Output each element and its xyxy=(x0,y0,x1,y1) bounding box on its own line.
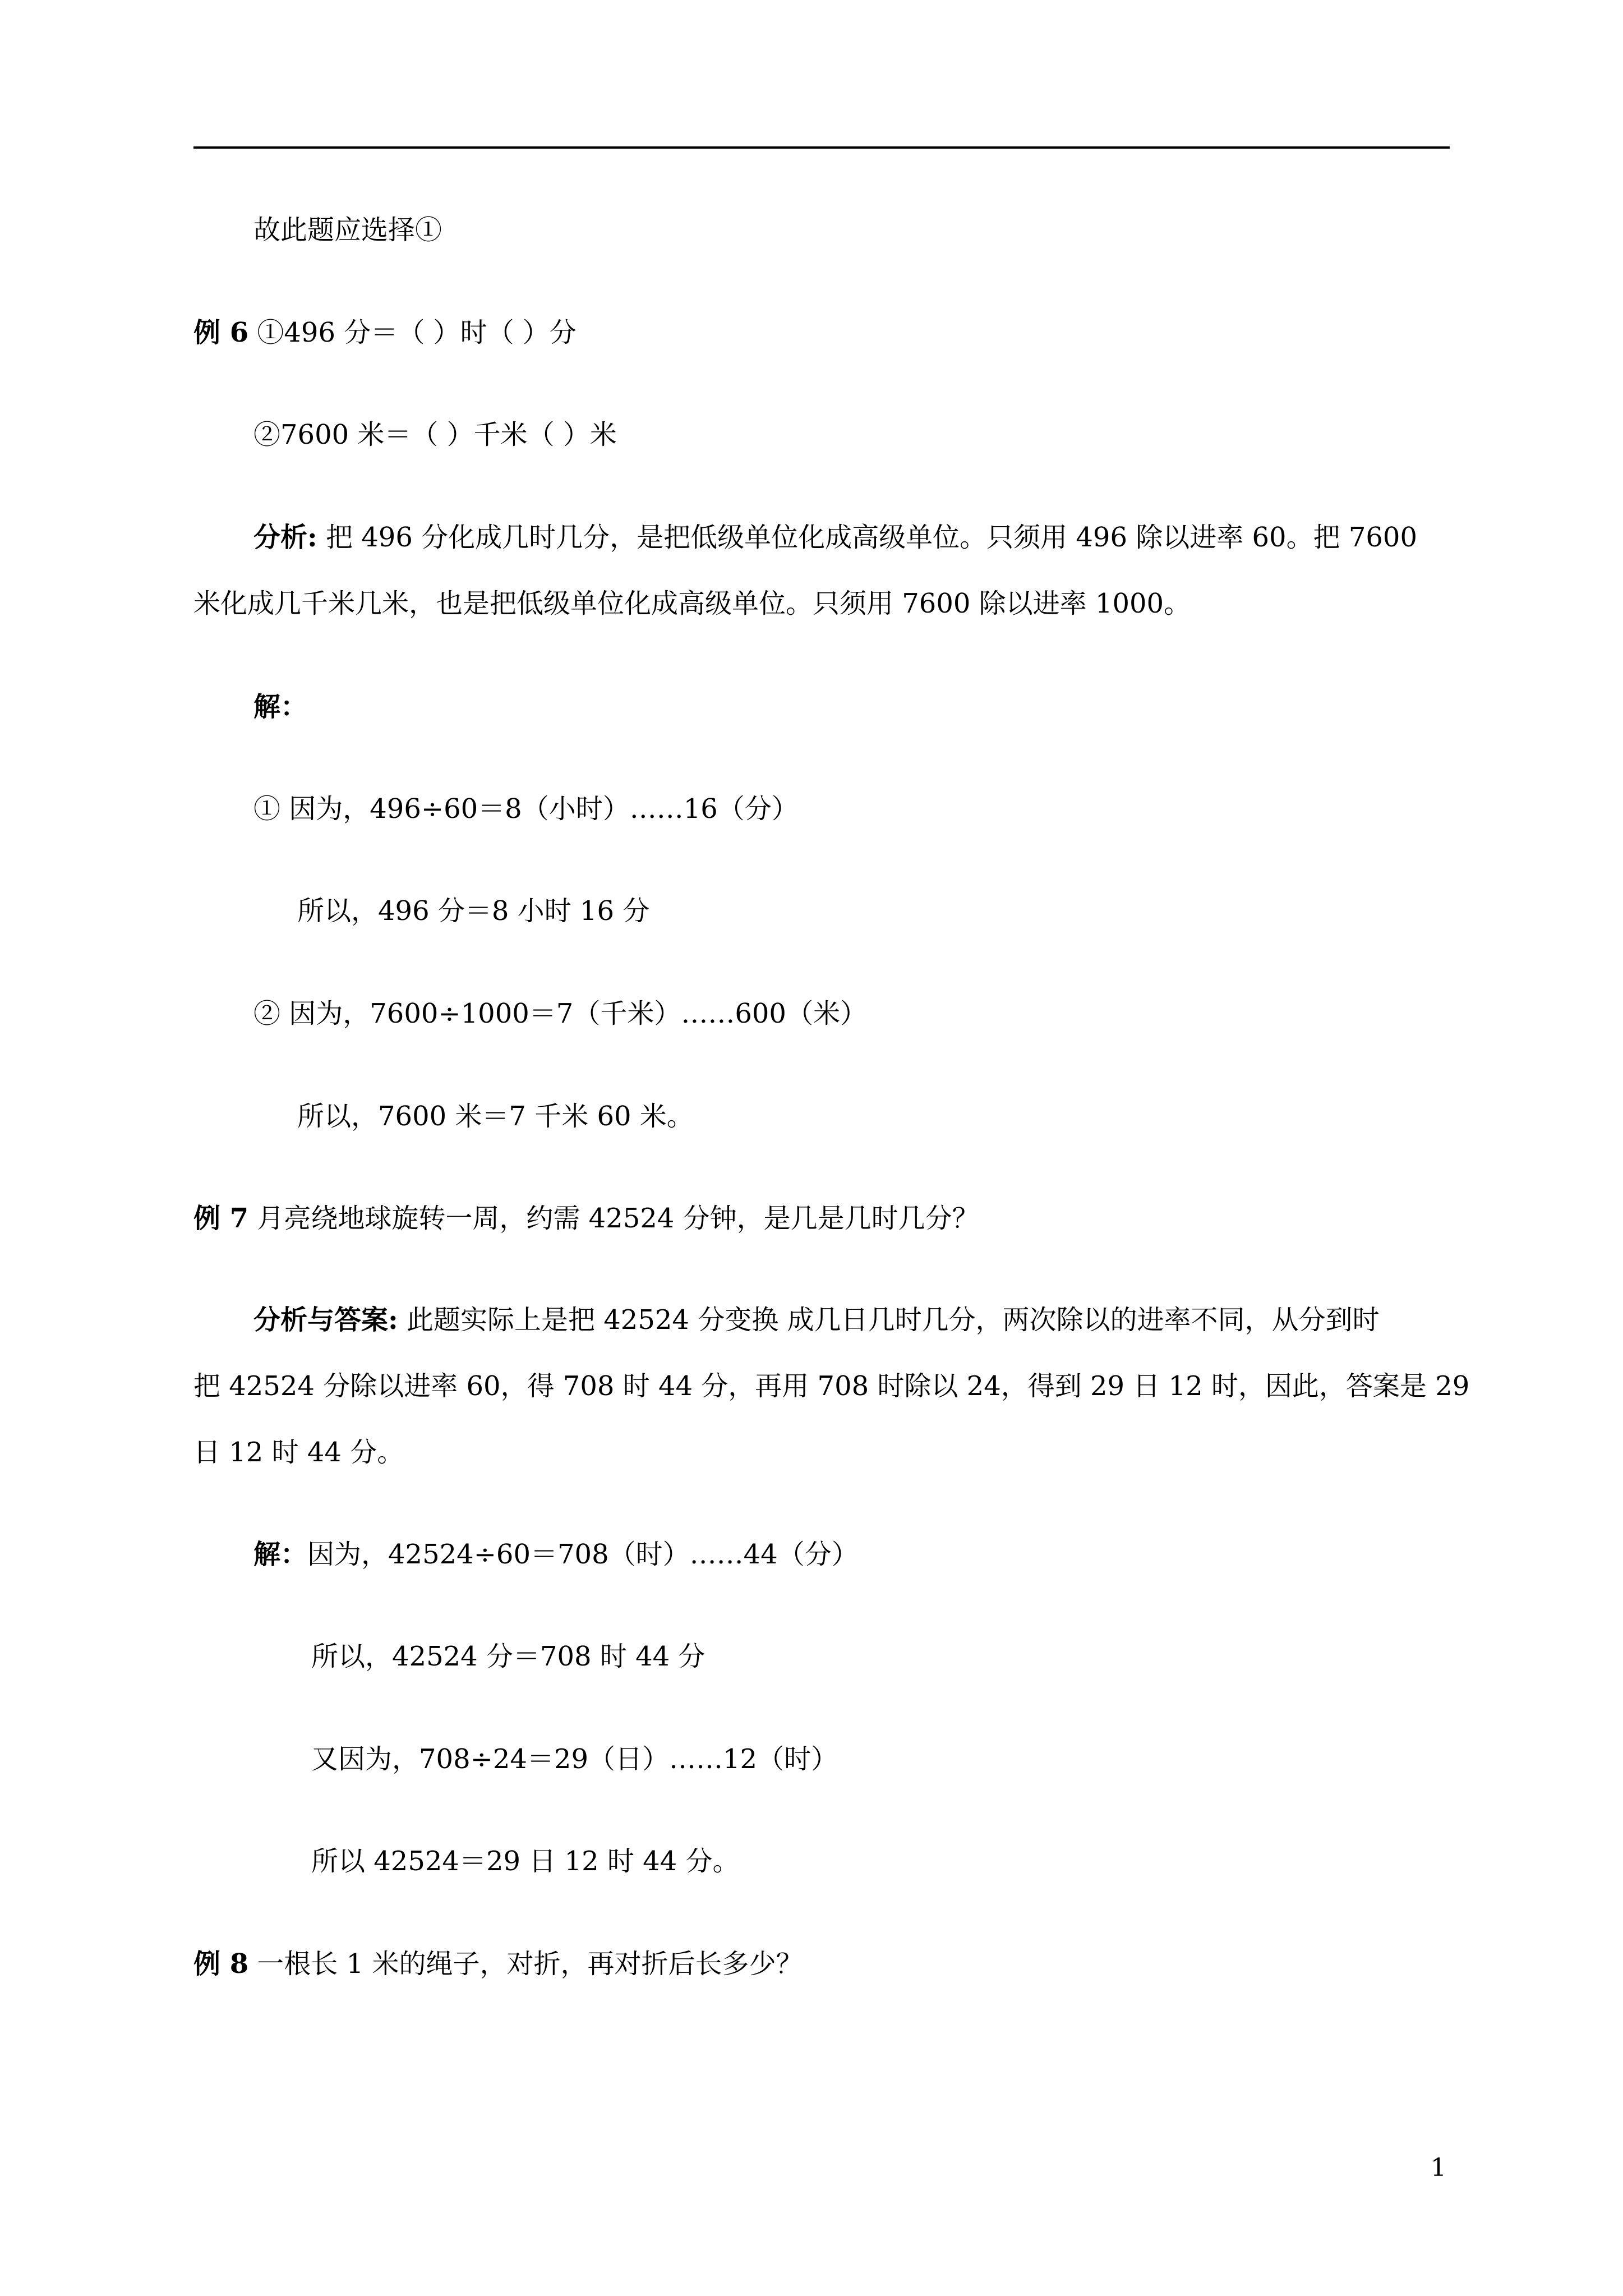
line-text: ②7600 米＝（ ）千米（ ）米 xyxy=(253,419,617,450)
text-line xyxy=(253,792,799,826)
line-text: 把 42524 分除以进率 60，得 708 时 44 分，再用 708 时除以 24，得到 29 日 12 时，因此，答案是 29 xyxy=(193,1370,1470,1402)
text-line xyxy=(193,587,1191,620)
line-text: 一根长 1 米的绳子，对折，再对折后长多少？ xyxy=(248,1948,803,1980)
line-text: ② 因为，7600÷1000＝7（千米）……600（米） xyxy=(253,998,867,1029)
text-line xyxy=(297,894,649,928)
text-line xyxy=(253,997,867,1030)
example-label: 例 8 xyxy=(193,1948,249,1980)
analysis-answer-label: 分析与答案: xyxy=(253,1304,398,1336)
line-text: 所以，42524 分＝708 时 44 分 xyxy=(311,1641,706,1672)
solution-heading xyxy=(253,690,307,724)
text-line xyxy=(311,1742,838,1776)
line-text: 故此题应选择① xyxy=(253,214,442,246)
line-text: 日 12 时 44 分。 xyxy=(193,1437,404,1468)
line-text: 米化成几千米几米，也是把低级单位化成高级单位。只须用 7600 除以进率 1000。 xyxy=(193,588,1191,619)
line-text: 所以，7600 米＝7 千米 60 米。 xyxy=(297,1101,694,1132)
line-text: ① 因为，496÷60＝8（小时）……16（分） xyxy=(253,793,799,825)
solution-label: 解： xyxy=(253,691,308,723)
example-6-heading xyxy=(193,316,577,349)
text-line xyxy=(297,1099,694,1133)
example-7-heading xyxy=(193,1202,979,1235)
text-line xyxy=(311,1640,705,1673)
solution-line xyxy=(253,1538,859,1571)
line-text: 月亮绕地球旋转一周，约需 42524 分钟，是几是几时几分？ xyxy=(248,1203,979,1234)
example-8-heading xyxy=(193,1947,803,1981)
solution-label: 解： xyxy=(253,1539,308,1570)
text-line xyxy=(193,1435,404,1469)
text-line xyxy=(253,213,442,247)
analysis-label: 分析: xyxy=(253,522,317,553)
line-text: 所以，496 分＝8 小时 16 分 xyxy=(297,895,650,927)
example-label: 例 6 xyxy=(193,317,249,348)
line-text: 又因为，708÷24＝29（日）……12（时） xyxy=(311,1743,838,1775)
example-label: 例 7 xyxy=(193,1203,249,1234)
text-line xyxy=(253,418,617,452)
line-text: ①496 分＝（ ）时（ ）分 xyxy=(248,317,577,348)
line-text: 此题实际上是把 42524 分变换 成几日几时几分，两次除以的进率不同，从分到时 xyxy=(398,1304,1380,1336)
text-line xyxy=(193,1369,1469,1403)
text-line xyxy=(311,1844,739,1878)
line-text: 把 496 分化成几时几分，是把低级单位化成高级单位。只须用 496 除以进率 60。把 7600 xyxy=(317,522,1418,553)
analysis-answer-paragraph xyxy=(253,1303,1379,1337)
header-rule xyxy=(193,146,1450,149)
analysis-paragraph xyxy=(253,521,1417,554)
line-text: 因为，42524÷60＝708（时）……44（分） xyxy=(307,1539,859,1570)
page-number: 1 xyxy=(1431,2154,1446,2182)
line-text: 所以 42524＝29 日 12 时 44 分。 xyxy=(311,1846,740,1877)
